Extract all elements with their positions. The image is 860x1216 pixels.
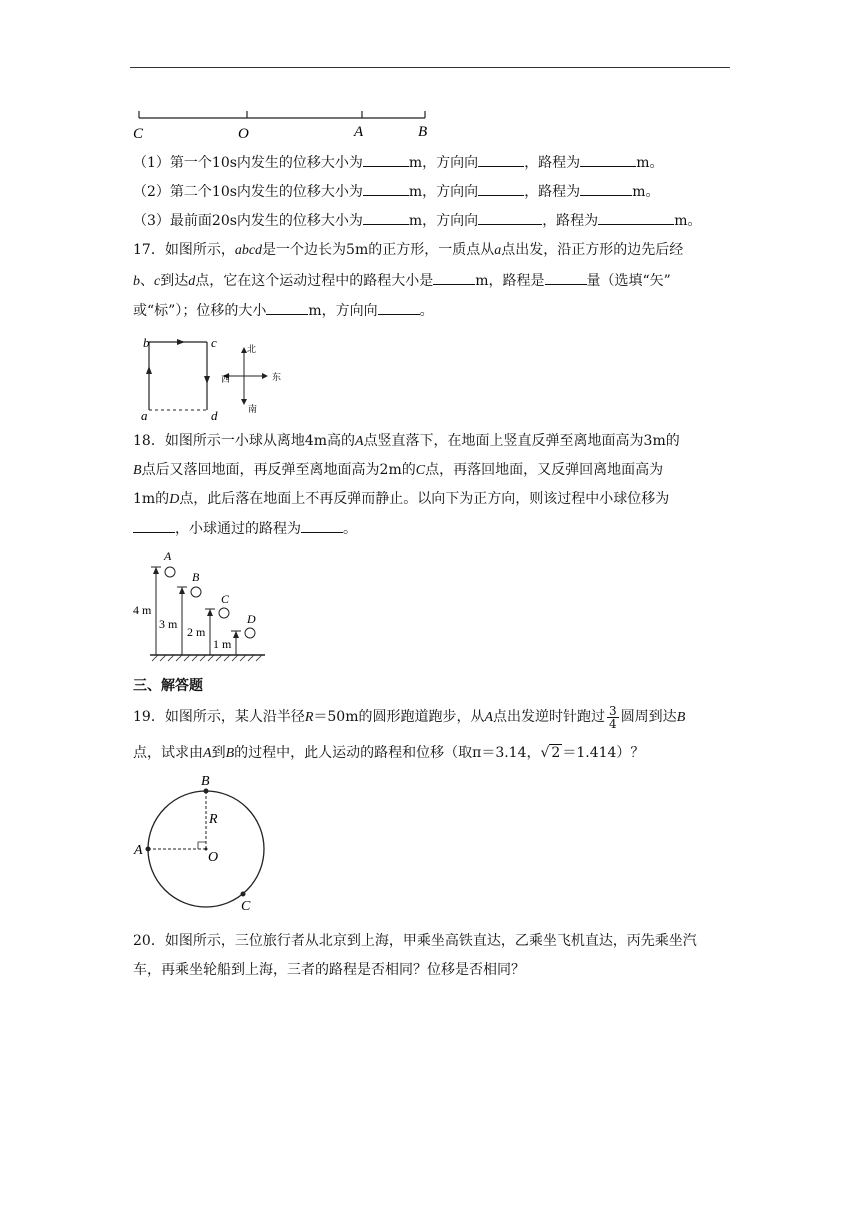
arrow-up-icon — [146, 366, 152, 374]
svg-text:3 m: 3 m — [159, 617, 178, 631]
svg-text:D: D — [247, 612, 256, 626]
svg-text:北: 北 — [247, 344, 257, 354]
ball-d — [245, 628, 255, 638]
header-rule — [130, 67, 730, 68]
blank[interactable] — [363, 210, 409, 225]
blank[interactable] — [363, 181, 409, 196]
q17-line2: b、c到达d点，它在这个运动过程中的路程大小是 m，路程是 量（选填“矢” — [133, 270, 671, 292]
svg-text:B: B — [201, 774, 210, 789]
svg-text:南: 南 — [248, 404, 258, 414]
section-heading: 三、解答题 — [133, 678, 203, 694]
point-b — [204, 789, 209, 794]
blank[interactable] — [266, 300, 308, 315]
svg-text:c: c — [211, 335, 217, 350]
blank[interactable] — [598, 210, 674, 225]
q16-part1: （1）第一个10s内发生的位移大小为 m，方向向 ，路程为 m。 — [133, 152, 663, 173]
ball-b — [191, 587, 201, 597]
ball-a — [165, 567, 175, 577]
q17-line1: 17．如图所示，abcd是一个边长为5m的正方形，一质点从a点出发，沿正方形的边先后经 — [133, 242, 684, 258]
number-line-figure — [125, 105, 445, 145]
svg-text:C: C — [221, 592, 230, 606]
blank[interactable] — [478, 181, 524, 196]
bouncing-ball-figure — [130, 545, 270, 665]
q16-part3: （3）最前面20s内发生的位移大小为 m，方向向 ，路程为 m。 — [133, 210, 701, 231]
svg-text:C: C — [241, 899, 251, 912]
svg-text:a: a — [141, 408, 148, 423]
blank[interactable] — [478, 210, 542, 225]
svg-text:O: O — [208, 850, 219, 865]
blank[interactable] — [478, 152, 524, 167]
point-c — [241, 892, 246, 897]
blank[interactable] — [133, 518, 175, 533]
svg-text:b: b — [143, 335, 150, 350]
q20-line1: 20．如图所示，三位旅行者从北京到上海，甲乘坐高铁直达，乙乘坐飞机直达，丙先乘坐汽 — [133, 933, 697, 949]
svg-text:1 m: 1 m — [213, 637, 232, 651]
svg-text:A: A — [134, 843, 143, 858]
blank[interactable] — [363, 152, 409, 167]
square-path-figure — [135, 332, 295, 424]
q18-line4: ，小球通过的路程为 。 — [133, 518, 357, 539]
label-c: C — [133, 126, 144, 142]
svg-text:4 m: 4 m — [133, 603, 152, 617]
svg-text:东: 东 — [272, 372, 282, 382]
blank[interactable] — [301, 518, 343, 533]
blank[interactable] — [378, 300, 420, 315]
blank[interactable] — [433, 270, 475, 285]
label-a: A — [354, 124, 364, 140]
svg-text:B: B — [192, 570, 200, 584]
svg-text:d: d — [211, 408, 218, 423]
blank[interactable] — [580, 152, 636, 167]
sqrt-value: 2 — [551, 745, 561, 761]
label-b: B — [418, 124, 428, 140]
svg-text:R: R — [209, 812, 218, 827]
q18-line1: 18．如图所示一小球从离地4m高的A点竖直落下，在地面上竖直反弹至离地面高为3m的 — [133, 433, 680, 449]
q20-line2: 车，再乘坐轮船到上海，三者的路程是否相同？位移是否相同？ — [133, 962, 525, 978]
q16-part2: （2）第二个10s内发生的位移大小为 m，方向向 ，路程为 m。 — [133, 181, 659, 202]
q17-line3: 或“标”）；位移的大小 m，方向向 。 — [133, 300, 434, 321]
fraction: $\frac{3}{4}$ — [609, 703, 617, 731]
q18-line2: B点后又落回地面，再反弹至离地面高为2m的C点，再落回地面，又反弹回离地面高为 — [133, 462, 664, 478]
q19-line1: 19．如图所示，某人沿半径R＝50m的圆形跑道跑步，从A点出发逆时针跑过 $\frac{3}{4}$ 圆周到达B — [133, 703, 686, 731]
arrow-right-icon — [177, 339, 185, 345]
q19-line2: 点，试求由A到B的过程中，此人运动的路程和位移（取π＝3.14，√ 2 ＝1.414）？ — [133, 745, 645, 761]
svg-text:2 m: 2 m — [187, 625, 206, 639]
ball-c — [219, 608, 229, 618]
svg-text:A: A — [164, 549, 172, 563]
blank[interactable] — [545, 270, 587, 285]
svg-text:西: 西 — [221, 374, 231, 384]
arrow-down-icon — [204, 376, 210, 384]
point-a — [146, 847, 151, 852]
label-o: O — [238, 126, 249, 142]
q18-line3: 1m的D点，此后落在地面上不再反弹而静止。以向下为正方向，则该过程中小球位移为 — [133, 491, 670, 507]
blank[interactable] — [580, 181, 632, 196]
circle-track-figure — [128, 770, 278, 912]
